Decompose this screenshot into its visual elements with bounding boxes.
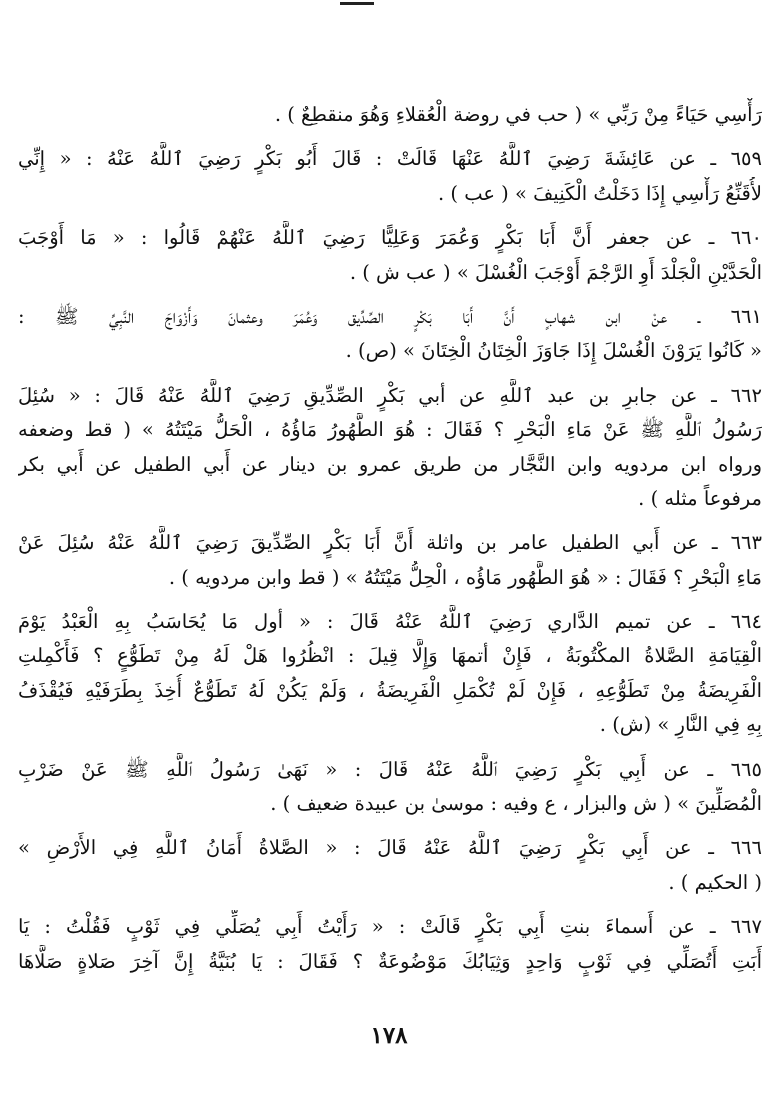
text-line: لأُقَنِّعُ رَأْسِي إِذَا دَخَلْتُ الْكَنِيفَ » ( عب ) . <box>438 181 762 205</box>
page-text <box>18 98 762 979</box>
text-line: ٦٦٣ ـ عن أَبي الطفيل عامر بن واثلة أَنَّ أَبَا بَكْرٍ الصِّدِّيقَ رَضِيَ ٱللَّهُ عَنْهُ سُئِلَ عَنْ <box>18 531 762 555</box>
hadith-entry-659 <box>18 142 762 211</box>
hadith-entry-662 <box>18 379 762 517</box>
text-line: ٦٦٥ ـ عن أَبِي بَكْرٍ رَضِيَ ٱللَّهُ عَنْهُ قَالَ : « نَهَىٰ رَسُولُ ٱللَّهِ ﷺ عَنْ ضَرْبِ <box>18 757 762 781</box>
text-line: ٦٦٧ ـ عن أَسماءَ بنتِ أَبِي بَكْرٍ قَالَتْ : « رَأَيْتُ أَبِي يُصَلِّي فِي ثَوْبٍ فَقُلْتُ : يَا <box>18 915 762 939</box>
text-line: الْحَدَّيْنِ الْجَلْدَ أَوِ الرَّجْمَ أَوْجَبَ الْغُسْلَ » ( عب ش ) . <box>349 260 762 284</box>
text-line: ٦٦٢ ـ عن جابرِ بن عبد ٱللَّهِ عن أبي بَكْرٍ الصِّدِّيقِ رَضِيَ ٱللَّهُ عَنْهُ قَالَ : « سُئِلَ <box>18 383 762 407</box>
text-line: ٦٦١ ـ عنْ ابن شهابٍ أَنَّ أَبَا بَكْرٍ الصِّدِّيق وَعُمَرَ وعثمانَ وَأَزْوَاجَ النَّبِيِّ ﷺ : <box>18 304 762 328</box>
text-line: ٦٦٠ ـ عن جعفر أَنَّ أَبَا بَكْرٍ وَعُمَرَ وَعَلِيًّا رَضِيَ ٱللَّهُ عَنْهُمْ قَالُوا : « مَا أَوْجَبَ <box>18 226 762 250</box>
text-line: ٦٦٦ ـ عن أَبِي بَكْرٍ رَضِيَ ٱللَّهُ عَنْهُ قَالَ : « الصَّلاةُ أَمَانُ ٱللَّهِ فِي الأَرْضِ » <box>18 836 762 860</box>
text-line: بِهِ فِي النَّارِ » (ش) . <box>599 713 762 737</box>
text-line: الْفَرِيضَةُ مِنْ تَطَوُّعِهِ ، فَإِنْ لَمْ تُكْمَلِ الْفَرِيضَةُ ، وَلَمْ يَكُنْ لَهُ تَطَوُّعٌ أُخِذَ بِطَرَفَيْهِ فَيُقْذَفُ <box>18 678 762 702</box>
text-line: ورواه ابن مردويه وابن النَّجَّار من طريق عمرو بن دينار عن أَبي الطفيل عن أَبي بكر <box>18 452 762 476</box>
text-line: ٦٦٤ ـ عن تميم الدَّاري رَضِيَ ٱللَّهُ عَنْهُ قَالَ : « أول مَا يُحَاسَبُ بِهِ الْعَبْدُ يَوْمَ <box>18 610 762 634</box>
text-line: مرفوعاً مثله ) . <box>638 486 762 510</box>
hadith-entry-663 <box>18 526 762 595</box>
top-rule <box>340 2 374 5</box>
hadith-entry-665 <box>18 753 762 822</box>
hadith-entry-664 <box>18 605 762 743</box>
hadith-entry-continuation <box>18 98 762 132</box>
text-line: رَسُولُ ٱللَّهِ ﷺ عَنْ مَاءِ الْبَحْرِ ؟ فَقَالَ : هُوَ الطَّهُورُ مَاؤُهُ ، الْحَلُّ مَيْتَتُهُ » ( قط وضعفه <box>18 418 762 442</box>
text-line: ( الحكيم ) . <box>668 870 762 894</box>
text-line: مَاءِ الْبَحْرِ ؟ فَقَالَ : « هُوَ الطَّهُور مَاؤُه ، الْحِلُّ مَيْتَتُهُ » ( قط وابن مردويه ) . <box>168 565 762 589</box>
hadith-entry-660 <box>18 221 762 290</box>
hadith-entry-661 <box>18 300 762 369</box>
text-line: ٦٥٩ ـ عن عَائِشَةَ رَضِيَ ٱللَّهُ عَنْهَا قَالَتْ : قَالَ أَبُو بَكْرٍ رَضِيَ ٱللَّهُ عَنْهُ : « إِنِّي <box>18 147 762 171</box>
page-number: ١٧٨ <box>370 1022 408 1049</box>
text-line: الْقِيَامَةِ الصَّلاةُ المكْتُوبَةُ ، فَإِنْ أتمهَا وَإِلَّا قِيلَ : انْظُرُوا هَلْ لَهُ مِنْ تَطَوُّعٍ ؟ فَأَكْمِلتِ <box>18 644 762 668</box>
text-line: رَأْسِي حَيَاءً مِنْ رَبِّي » ( حب في روضة الْعُقلاءِ وَهُوَ منقطِعٌ ) . <box>274 103 762 126</box>
text-line: الْمُصَلِّينَ » ( ش والبزار ، ع وفيه : موسىٰ بن عبيدة ضعيف ) . <box>270 792 762 816</box>
hadith-entry-667 <box>18 910 762 979</box>
text-line: « كَانُوا يَرَوْنَ الْغُسْلَ إِذَا جَاوَزَ الْخِتَانُ الْخِتَانَ » (ص) . <box>345 339 762 363</box>
hadith-entry-666 <box>18 831 762 900</box>
text-line: أَبَتِ أَتُصَلِّي فِي ثَوْبٍ وَاحِدٍ وَثِيَابُكَ مَوْضُوعَةٌ ؟ فَقَالَ : يَا بُنَيَّةُ إِنَّ آخِرَ صَلاةٍ صَلَّاهَا <box>18 949 762 973</box>
